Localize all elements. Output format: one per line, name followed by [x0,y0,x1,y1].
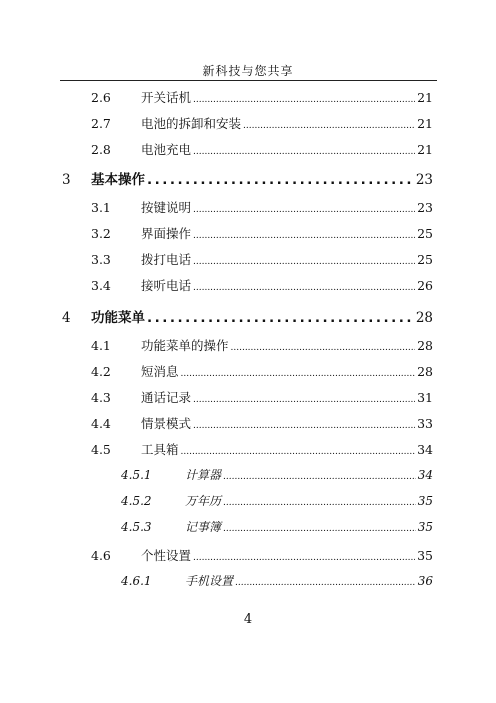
header-rule [60,80,437,81]
toc-entry-page: 35 [417,520,433,534]
toc-entry-number: 4.6 [91,548,111,563]
toc-entry-page: 23 [417,200,433,215]
toc-entry[interactable] [91,88,433,106]
toc-entry-number: 2.6 [91,90,111,105]
toc-dot-leader [193,548,415,563]
toc-entry-number: 3.4 [91,278,111,293]
toc-entry[interactable] [91,440,433,458]
toc-entry-page: 34 [417,442,433,457]
toc-entry[interactable] [91,224,433,242]
toc-entry-title: 按键说明 [141,200,192,215]
toc-entry-number: 4.6.1 [121,574,152,588]
toc-entry-number: 3.2 [91,226,111,241]
toc-entry-title: 万年历 [185,494,222,508]
toc-entry[interactable] [121,492,433,509]
toc-entry-title: 功能菜单的操作 [141,338,229,353]
toc-entry-number: 4 [62,310,71,326]
toc-entry[interactable] [91,388,433,406]
toc-dot-leader [235,574,416,588]
toc-entry[interactable] [91,250,433,268]
toc-entry-title: 记事簿 [185,520,222,534]
toc-entry-number: 4.2 [91,364,111,379]
toc-entry-page: 31 [417,390,433,405]
toc-entry-title: 拨打电话 [141,252,192,267]
toc-entry-page: 34 [417,468,433,482]
toc-entry-title: 基本操作 [91,172,145,188]
toc-entry[interactable] [121,466,433,483]
toc-dot-leader [223,494,416,508]
toc-entry[interactable] [91,336,433,354]
toc-entry-page: 28 [417,364,433,379]
toc-entry-number: 4.5.2 [121,494,152,508]
toc-entry-title: 接听电话 [141,278,192,293]
toc-entry-number: 4.4 [91,416,111,431]
toc-dot-leader [193,278,415,293]
toc-entry-page: 21 [417,142,433,157]
toc-entry-title: 工具箱 [141,442,179,457]
toc-entry[interactable] [91,276,433,294]
toc-dot-leader [223,520,416,534]
toc-entry[interactable] [91,362,433,380]
toc-entry-page: 35 [417,494,433,508]
toc-dot-leader [147,172,414,188]
toc-entry-page: 21 [417,90,433,105]
toc-entry-page: 21 [417,116,433,131]
toc-entry-page: 25 [417,252,433,267]
toc-entry[interactable] [91,140,433,158]
toc-entry-number: 4.5.1 [121,468,152,482]
toc-entry-number: 2.8 [91,142,111,157]
toc-entry-page: 26 [417,278,433,293]
toc-entry-number: 4.5 [91,442,111,457]
toc-entry-title: 电池的拆卸和安装 [141,116,242,131]
toc-entry-page: 36 [417,574,433,588]
toc-dot-leader [193,390,415,405]
toc-dot-leader [181,442,416,457]
toc-entry-title: 手机设置 [185,574,234,588]
toc-entry-number: 3.3 [91,252,111,267]
toc-entry[interactable] [62,306,433,326]
toc-entry-number: 4.5.3 [121,520,152,534]
toc-entry[interactable] [91,114,433,132]
toc-entry-title: 情景模式 [141,416,192,431]
toc-dot-leader [223,468,416,482]
toc-entry-page: 28 [417,338,433,353]
toc-entry-page: 25 [417,226,433,241]
toc-entry-title: 短消息 [141,364,179,379]
toc-dot-leader [193,252,415,267]
toc-entry-number: 4.1 [91,338,111,353]
toc-entry-page: 35 [417,548,433,563]
page-header: 新科技与您共享 [202,64,294,78]
toc-dot-leader [181,364,416,379]
toc-dot-leader [193,142,415,157]
toc-entry-title: 计算器 [185,468,222,482]
toc-entry-page: 28 [415,310,433,326]
toc-entry-page: 23 [415,172,433,188]
toc-entry-title: 通话记录 [141,390,192,405]
toc-dot-leader [243,116,415,131]
toc-dot-leader [193,226,415,241]
toc-entry-number: 4.3 [91,390,111,405]
page-number: 4 [243,612,253,627]
toc-entry-title: 开关话机 [141,90,192,105]
toc-entry[interactable] [91,414,433,432]
toc-dot-leader [193,416,415,431]
toc-entry-title: 界面操作 [141,226,192,241]
toc-entry-number: 2.7 [91,116,111,131]
toc-entry[interactable] [91,198,433,216]
toc-entry-number: 3 [62,172,71,188]
toc-entry[interactable] [121,572,433,589]
toc-dot-leader [231,338,416,353]
toc-entry[interactable] [91,546,433,564]
toc-dot-leader [193,90,415,105]
toc-entry-title: 电池充电 [141,142,192,157]
toc-entry-page: 33 [417,416,433,431]
toc-entry-title: 功能菜单 [91,310,145,326]
toc-dot-leader [147,310,414,326]
toc-dot-leader [193,200,415,215]
toc-entry[interactable] [121,518,433,535]
toc-entry[interactable] [62,168,433,188]
toc-entry-number: 3.1 [91,200,111,215]
toc-entry-title: 个性设置 [141,548,192,563]
